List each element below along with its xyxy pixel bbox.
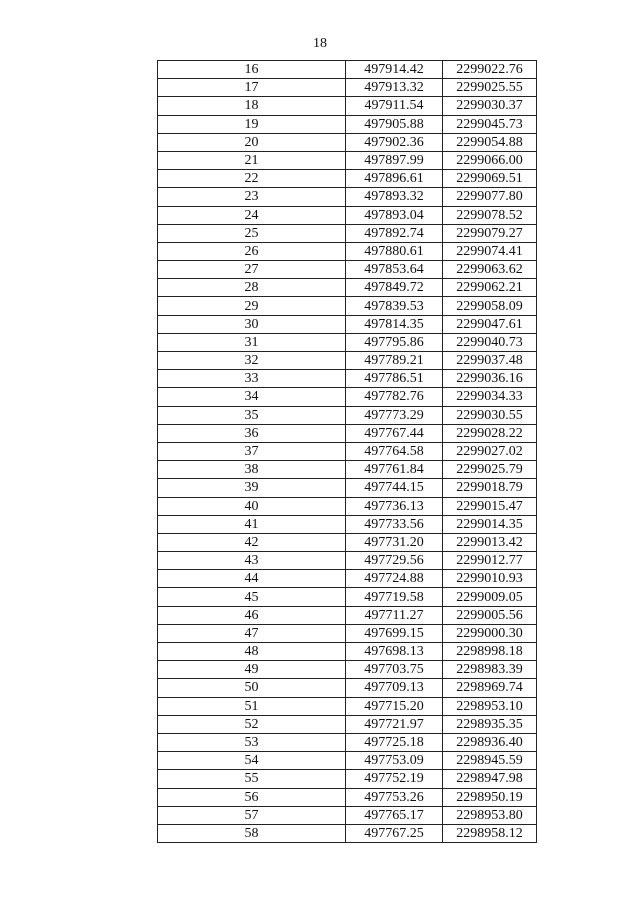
y-coordinate-cell: 2298950.19 xyxy=(443,788,537,806)
point-number-cell: 38 xyxy=(158,461,346,479)
point-number-cell: 45 xyxy=(158,588,346,606)
point-number-cell: 51 xyxy=(158,697,346,715)
y-coordinate-cell: 2299027.02 xyxy=(443,442,537,460)
y-coordinate-cell: 2299034.33 xyxy=(443,388,537,406)
table-row xyxy=(158,424,537,442)
point-number-cell: 28 xyxy=(158,279,346,297)
table-row xyxy=(158,206,537,224)
table-row xyxy=(158,606,537,624)
point-number-cell: 36 xyxy=(158,424,346,442)
point-number-cell: 29 xyxy=(158,297,346,315)
point-number-cell: 49 xyxy=(158,661,346,679)
table-row xyxy=(158,643,537,661)
x-coordinate-cell: 497724.88 xyxy=(346,570,443,588)
table-row xyxy=(158,188,537,206)
table-row xyxy=(158,261,537,279)
y-coordinate-cell: 2298947.98 xyxy=(443,770,537,788)
point-number-cell: 20 xyxy=(158,133,346,151)
table-row xyxy=(158,170,537,188)
x-coordinate-cell: 497786.51 xyxy=(346,370,443,388)
y-coordinate-cell: 2299058.09 xyxy=(443,297,537,315)
table-row xyxy=(158,442,537,460)
point-number-cell: 44 xyxy=(158,570,346,588)
y-coordinate-cell: 2299005.56 xyxy=(443,606,537,624)
y-coordinate-cell: 2299054.88 xyxy=(443,133,537,151)
x-coordinate-cell: 497789.21 xyxy=(346,352,443,370)
table-row xyxy=(158,352,537,370)
point-number-cell: 57 xyxy=(158,806,346,824)
x-coordinate-cell: 497853.64 xyxy=(346,261,443,279)
table-row xyxy=(158,279,537,297)
y-coordinate-cell: 2299028.22 xyxy=(443,424,537,442)
y-coordinate-cell: 2299036.16 xyxy=(443,370,537,388)
y-coordinate-cell: 2298953.80 xyxy=(443,806,537,824)
x-coordinate-cell: 497914.42 xyxy=(346,61,443,79)
point-number-cell: 46 xyxy=(158,606,346,624)
point-number-cell: 47 xyxy=(158,624,346,642)
table-row xyxy=(158,479,537,497)
table-row xyxy=(158,61,537,79)
x-coordinate-cell: 497709.13 xyxy=(346,679,443,697)
y-coordinate-cell: 2298936.40 xyxy=(443,733,537,751)
x-coordinate-cell: 497698.13 xyxy=(346,643,443,661)
point-number-cell: 54 xyxy=(158,752,346,770)
table-row xyxy=(158,297,537,315)
x-coordinate-cell: 497725.18 xyxy=(346,733,443,751)
x-coordinate-cell: 497736.13 xyxy=(346,497,443,515)
table-row xyxy=(158,697,537,715)
y-coordinate-cell: 2298953.10 xyxy=(443,697,537,715)
y-coordinate-cell: 2299025.55 xyxy=(443,79,537,97)
point-number-cell: 19 xyxy=(158,115,346,133)
y-coordinate-cell: 2299074.41 xyxy=(443,242,537,260)
point-number-cell: 48 xyxy=(158,643,346,661)
table-row xyxy=(158,515,537,533)
y-coordinate-cell: 2299030.55 xyxy=(443,406,537,424)
y-coordinate-cell: 2299045.73 xyxy=(443,115,537,133)
table-row xyxy=(158,770,537,788)
point-number-cell: 39 xyxy=(158,479,346,497)
table-row xyxy=(158,661,537,679)
y-coordinate-cell: 2298969.74 xyxy=(443,679,537,697)
x-coordinate-cell: 497733.56 xyxy=(346,515,443,533)
point-number-cell: 18 xyxy=(158,97,346,115)
y-coordinate-cell: 2299077.80 xyxy=(443,188,537,206)
point-number-cell: 40 xyxy=(158,497,346,515)
x-coordinate-cell: 497911.54 xyxy=(346,97,443,115)
point-number-cell: 35 xyxy=(158,406,346,424)
point-number-cell: 21 xyxy=(158,151,346,169)
y-coordinate-cell: 2299015.47 xyxy=(443,497,537,515)
point-number-cell: 24 xyxy=(158,206,346,224)
y-coordinate-cell: 2298945.59 xyxy=(443,752,537,770)
coordinates-table-body xyxy=(158,61,537,843)
table-row xyxy=(158,552,537,570)
table-row xyxy=(158,406,537,424)
y-coordinate-cell: 2299030.37 xyxy=(443,97,537,115)
x-coordinate-cell: 497897.99 xyxy=(346,151,443,169)
y-coordinate-cell: 2299078.52 xyxy=(443,206,537,224)
point-number-cell: 30 xyxy=(158,315,346,333)
point-number-cell: 23 xyxy=(158,188,346,206)
y-coordinate-cell: 2299037.48 xyxy=(443,352,537,370)
x-coordinate-cell: 497767.44 xyxy=(346,424,443,442)
table-row xyxy=(158,333,537,351)
point-number-cell: 37 xyxy=(158,442,346,460)
table-row xyxy=(158,788,537,806)
x-coordinate-cell: 497896.61 xyxy=(346,170,443,188)
x-coordinate-cell: 497849.72 xyxy=(346,279,443,297)
point-number-cell: 41 xyxy=(158,515,346,533)
y-coordinate-cell: 2299063.62 xyxy=(443,261,537,279)
point-number-cell: 42 xyxy=(158,533,346,551)
table-row xyxy=(158,224,537,242)
y-coordinate-cell: 2299025.79 xyxy=(443,461,537,479)
y-coordinate-cell: 2299079.27 xyxy=(443,224,537,242)
y-coordinate-cell: 2299069.51 xyxy=(443,170,537,188)
table-row xyxy=(158,115,537,133)
y-coordinate-cell: 2299066.00 xyxy=(443,151,537,169)
point-number-cell: 17 xyxy=(158,79,346,97)
y-coordinate-cell: 2299000.30 xyxy=(443,624,537,642)
x-coordinate-cell: 497893.04 xyxy=(346,206,443,224)
x-coordinate-cell: 497795.86 xyxy=(346,333,443,351)
point-number-cell: 26 xyxy=(158,242,346,260)
point-number-cell: 56 xyxy=(158,788,346,806)
x-coordinate-cell: 497731.20 xyxy=(346,533,443,551)
table-row xyxy=(158,824,537,842)
y-coordinate-cell: 2298983.39 xyxy=(443,661,537,679)
y-coordinate-cell: 2298935.35 xyxy=(443,715,537,733)
x-coordinate-cell: 497753.26 xyxy=(346,788,443,806)
x-coordinate-cell: 497764.58 xyxy=(346,442,443,460)
point-number-cell: 52 xyxy=(158,715,346,733)
table-row xyxy=(158,370,537,388)
x-coordinate-cell: 497711.27 xyxy=(346,606,443,624)
table-row xyxy=(158,624,537,642)
point-number-cell: 50 xyxy=(158,679,346,697)
table-row xyxy=(158,806,537,824)
y-coordinate-cell: 2299012.77 xyxy=(443,552,537,570)
x-coordinate-cell: 497814.35 xyxy=(346,315,443,333)
page-number: 18 xyxy=(313,36,327,51)
y-coordinate-cell: 2299014.35 xyxy=(443,515,537,533)
point-number-cell: 58 xyxy=(158,824,346,842)
x-coordinate-cell: 497892.74 xyxy=(346,224,443,242)
table-row xyxy=(158,533,537,551)
table-row xyxy=(158,715,537,733)
y-coordinate-cell: 2299047.61 xyxy=(443,315,537,333)
x-coordinate-cell: 497721.97 xyxy=(346,715,443,733)
table-row xyxy=(158,97,537,115)
x-coordinate-cell: 497752.19 xyxy=(346,770,443,788)
x-coordinate-cell: 497703.75 xyxy=(346,661,443,679)
point-number-cell: 55 xyxy=(158,770,346,788)
y-coordinate-cell: 2299018.79 xyxy=(443,479,537,497)
table-row xyxy=(158,388,537,406)
y-coordinate-cell: 2299062.21 xyxy=(443,279,537,297)
x-coordinate-cell: 497729.56 xyxy=(346,552,443,570)
point-number-cell: 31 xyxy=(158,333,346,351)
x-coordinate-cell: 497782.76 xyxy=(346,388,443,406)
x-coordinate-cell: 497767.25 xyxy=(346,824,443,842)
point-number-cell: 16 xyxy=(158,61,346,79)
point-number-cell: 43 xyxy=(158,552,346,570)
point-number-cell: 33 xyxy=(158,370,346,388)
table-row xyxy=(158,570,537,588)
x-coordinate-cell: 497765.17 xyxy=(346,806,443,824)
point-number-cell: 27 xyxy=(158,261,346,279)
x-coordinate-cell: 497902.36 xyxy=(346,133,443,151)
y-coordinate-cell: 2298958.12 xyxy=(443,824,537,842)
point-number-cell: 53 xyxy=(158,733,346,751)
point-number-cell: 25 xyxy=(158,224,346,242)
y-coordinate-cell: 2299013.42 xyxy=(443,533,537,551)
point-number-cell: 34 xyxy=(158,388,346,406)
table-row xyxy=(158,752,537,770)
table-row xyxy=(158,588,537,606)
table-row xyxy=(158,79,537,97)
x-coordinate-cell: 497753.09 xyxy=(346,752,443,770)
table-row xyxy=(158,497,537,515)
table-row xyxy=(158,461,537,479)
y-coordinate-cell: 2299022.76 xyxy=(443,61,537,79)
table-row xyxy=(158,679,537,697)
x-coordinate-cell: 497880.61 xyxy=(346,242,443,260)
x-coordinate-cell: 497913.32 xyxy=(346,79,443,97)
x-coordinate-cell: 497715.20 xyxy=(346,697,443,715)
table-row xyxy=(158,133,537,151)
x-coordinate-cell: 497839.53 xyxy=(346,297,443,315)
x-coordinate-cell: 497744.15 xyxy=(346,479,443,497)
x-coordinate-cell: 497699.15 xyxy=(346,624,443,642)
point-number-cell: 32 xyxy=(158,352,346,370)
x-coordinate-cell: 497905.88 xyxy=(346,115,443,133)
x-coordinate-cell: 497719.58 xyxy=(346,588,443,606)
y-coordinate-cell: 2299010.93 xyxy=(443,570,537,588)
coordinates-table xyxy=(157,60,537,843)
point-number-cell: 22 xyxy=(158,170,346,188)
table-row xyxy=(158,315,537,333)
y-coordinate-cell: 2298998.18 xyxy=(443,643,537,661)
y-coordinate-cell: 2299009.05 xyxy=(443,588,537,606)
y-coordinate-cell: 2299040.73 xyxy=(443,333,537,351)
x-coordinate-cell: 497893.32 xyxy=(346,188,443,206)
x-coordinate-cell: 497773.29 xyxy=(346,406,443,424)
table-row xyxy=(158,242,537,260)
table-row xyxy=(158,151,537,169)
x-coordinate-cell: 497761.84 xyxy=(346,461,443,479)
table-row xyxy=(158,733,537,751)
